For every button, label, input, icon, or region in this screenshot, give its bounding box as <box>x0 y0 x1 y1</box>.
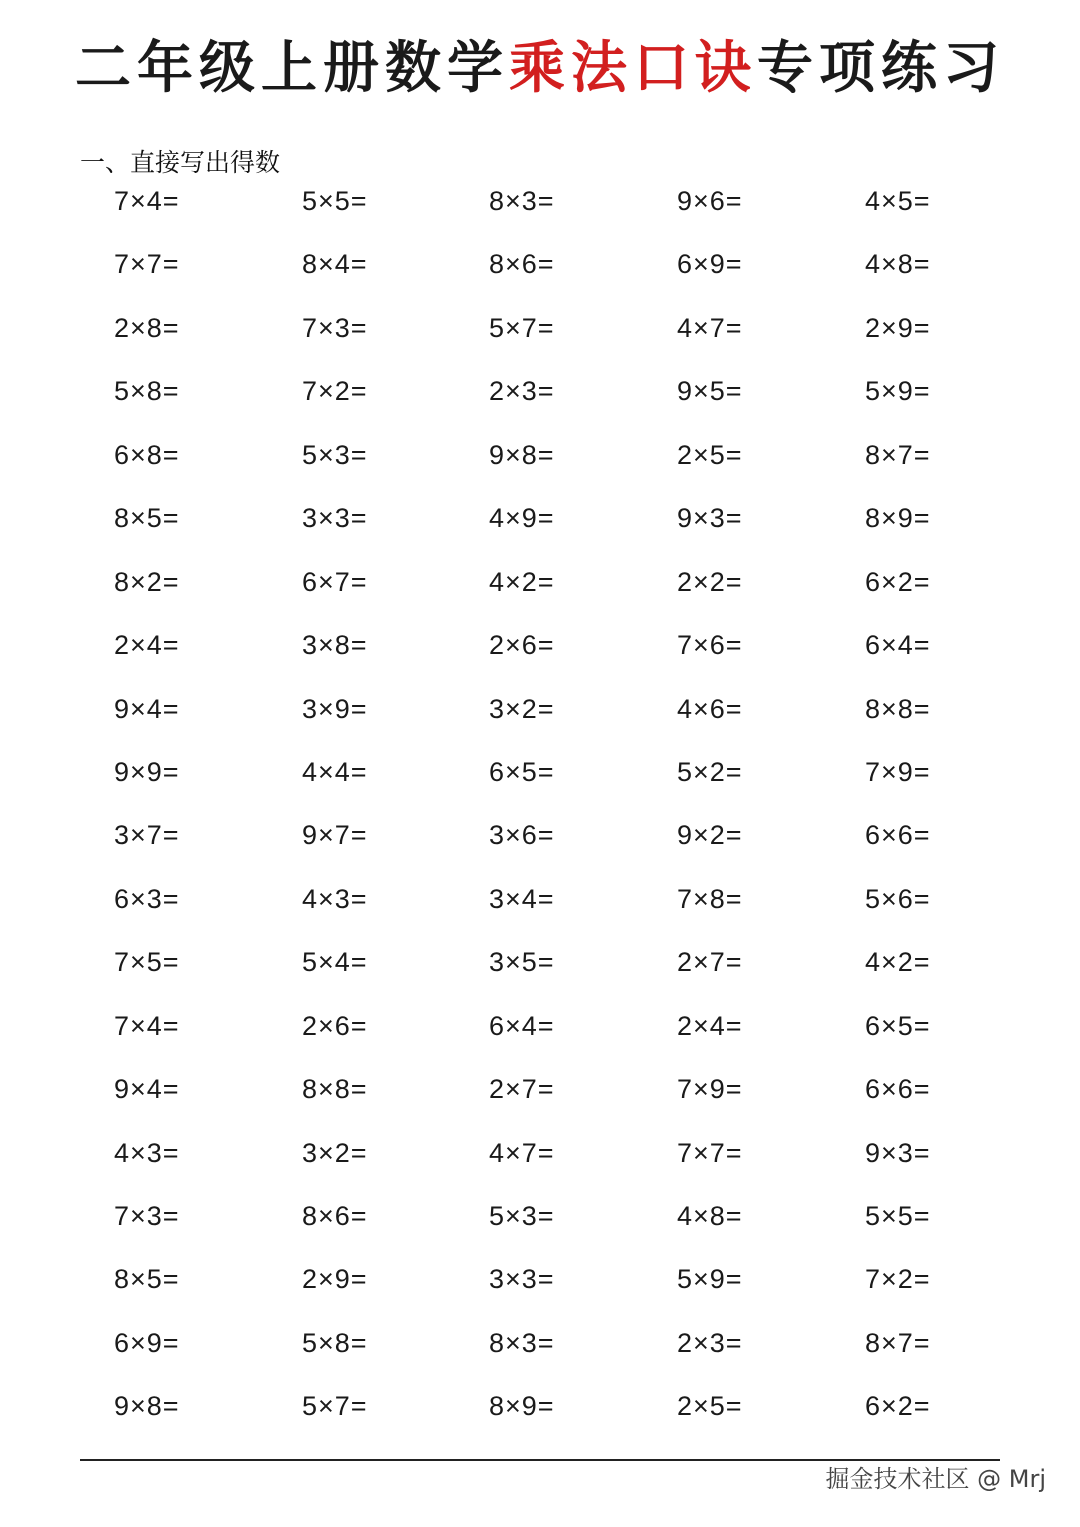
problem-row <box>0 614 1080 677</box>
problem-item: 4×5= <box>865 186 931 216</box>
problem-row <box>0 424 1080 487</box>
problem-item: 8×3= <box>489 1327 555 1358</box>
problem-item: 9×8= <box>489 439 555 470</box>
problem-item: 3×3= <box>302 503 368 534</box>
watermark: 掘金技术社区 @ Mrj <box>825 1465 1046 1493</box>
problem-item: 8×6= <box>489 249 555 280</box>
problem-row <box>0 297 1080 360</box>
problem-item: 6×2= <box>865 566 931 597</box>
problem-item: 4×2= <box>865 947 931 978</box>
problem-row <box>0 741 1080 804</box>
problem-item: 2×7= <box>489 1074 555 1105</box>
problem-row <box>0 931 1080 994</box>
problem-item: 2×6= <box>489 630 555 661</box>
problem-item: 8×7= <box>865 1327 931 1358</box>
problem-item: 5×5= <box>302 186 368 216</box>
problem-item: 7×4= <box>114 1010 180 1041</box>
problem-item: 6×5= <box>489 756 555 787</box>
problem-row <box>0 1058 1080 1121</box>
problem-item: 9×6= <box>677 186 743 216</box>
problem-row <box>0 170 1080 233</box>
problem-item: 8×5= <box>114 1264 180 1295</box>
problem-item: 8×9= <box>489 1391 555 1422</box>
problem-item: 7×7= <box>677 1137 743 1168</box>
section-heading: 一、直接写出得数 <box>80 148 281 177</box>
problem-item: 5×7= <box>489 312 555 343</box>
problem-item: 7×7= <box>114 249 180 280</box>
problem-item: 5×3= <box>489 1201 555 1231</box>
problem-item: 7×3= <box>114 1201 180 1231</box>
problem-item: 7×9= <box>865 756 931 787</box>
problem-item: 7×6= <box>677 630 743 661</box>
problem-item: 2×9= <box>302 1264 368 1295</box>
problem-row <box>0 1248 1080 1311</box>
problem-item: 6×2= <box>865 1391 931 1422</box>
problem-item: 5×2= <box>677 756 743 787</box>
page-title <box>0 30 1080 106</box>
problem-item: 4×7= <box>677 312 743 343</box>
problem-item: 6×5= <box>865 1010 931 1041</box>
problem-row <box>0 868 1080 931</box>
problem-item: 5×3= <box>302 439 368 470</box>
problem-item: 7×2= <box>865 1264 931 1295</box>
problem-item: 8×2= <box>114 566 180 597</box>
problem-item: 6×9= <box>114 1327 180 1358</box>
title-part-3: 专项练习 <box>757 35 1005 101</box>
problem-item: 5×5= <box>865 1201 931 1231</box>
problem-item: 3×3= <box>489 1264 555 1295</box>
problem-item: 2×3= <box>489 376 555 407</box>
problem-item: 5×9= <box>865 376 931 407</box>
problem-item: 9×3= <box>677 503 743 534</box>
problem-item: 9×3= <box>865 1137 931 1168</box>
problem-item: 9×8= <box>114 1391 180 1422</box>
problem-item: 5×4= <box>302 947 368 978</box>
problem-item: 6×8= <box>114 439 180 470</box>
problem-item: 5×8= <box>114 376 180 407</box>
problem-item: 4×8= <box>865 249 931 280</box>
problem-row <box>0 804 1080 867</box>
problem-item: 5×8= <box>302 1327 368 1358</box>
problem-row <box>0 995 1080 1058</box>
problem-item: 4×4= <box>302 756 368 787</box>
problem-item: 6×7= <box>302 566 368 597</box>
problem-item: 6×9= <box>677 249 743 280</box>
problem-item: 2×9= <box>865 312 931 343</box>
problem-row <box>0 1375 1080 1438</box>
problem-item: 8×4= <box>302 249 368 280</box>
problem-item: 2×2= <box>677 566 743 597</box>
footer-divider <box>80 1459 1000 1461</box>
problem-item: 2×4= <box>114 630 180 661</box>
problem-item: 6×3= <box>114 883 180 914</box>
problem-row <box>0 551 1080 614</box>
problem-item: 2×4= <box>677 1010 743 1041</box>
problem-item: 7×3= <box>302 312 368 343</box>
problem-item: 5×6= <box>865 883 931 914</box>
problem-item: 9×7= <box>302 820 368 851</box>
problem-item: 3×8= <box>302 630 368 661</box>
problem-item: 2×8= <box>114 312 180 343</box>
problem-row <box>0 1185 1080 1248</box>
problem-item: 3×2= <box>302 1137 368 1168</box>
problem-item: 8×5= <box>114 503 180 534</box>
problem-item: 7×9= <box>677 1074 743 1105</box>
problem-item: 8×9= <box>865 503 931 534</box>
problem-row <box>0 360 1080 423</box>
problem-row <box>0 1312 1080 1375</box>
problem-item: 3×9= <box>302 693 368 724</box>
problem-item: 7×2= <box>302 376 368 407</box>
problem-row <box>0 233 1080 296</box>
title-part-1: 二年级上册数学 <box>75 35 509 101</box>
problem-item: 4×9= <box>489 503 555 534</box>
problem-item: 6×6= <box>865 1074 931 1105</box>
problem-item: 9×4= <box>114 1074 180 1105</box>
problem-item: 9×9= <box>114 756 180 787</box>
problem-item: 8×6= <box>302 1201 368 1231</box>
problem-item: 2×5= <box>677 439 743 470</box>
problem-item: 4×7= <box>489 1137 555 1168</box>
problem-row <box>0 487 1080 550</box>
problem-item: 6×4= <box>865 630 931 661</box>
problem-item: 5×7= <box>302 1391 368 1422</box>
problem-item: 8×8= <box>302 1074 368 1105</box>
problem-item: 9×4= <box>114 693 180 724</box>
problem-item: 2×7= <box>677 947 743 978</box>
problem-item: 3×5= <box>489 947 555 978</box>
problem-item: 7×5= <box>114 947 180 978</box>
problem-item: 8×7= <box>865 439 931 470</box>
problem-item: 2×5= <box>677 1391 743 1422</box>
problem-item: 6×4= <box>489 1010 555 1041</box>
problem-item: 4×6= <box>677 693 743 724</box>
problem-item: 4×3= <box>302 883 368 914</box>
problem-item: 3×2= <box>489 693 555 724</box>
problem-item: 8×8= <box>865 693 931 724</box>
problem-item: 8×3= <box>489 186 555 216</box>
problem-item: 7×8= <box>677 883 743 914</box>
problem-item: 9×5= <box>677 376 743 407</box>
problem-item: 7×4= <box>114 186 180 216</box>
problem-item: 5×9= <box>677 1264 743 1295</box>
problem-item: 4×3= <box>114 1137 180 1168</box>
problem-row <box>0 678 1080 741</box>
title-highlight: 乘法口诀 <box>509 35 757 101</box>
problem-item: 4×8= <box>677 1201 743 1231</box>
problem-item: 3×6= <box>489 820 555 851</box>
problem-item: 9×2= <box>677 820 743 851</box>
problem-item: 2×6= <box>302 1010 368 1041</box>
problem-item: 3×7= <box>114 820 180 851</box>
problem-item: 4×2= <box>489 566 555 597</box>
problem-item: 2×3= <box>677 1327 743 1358</box>
problem-grid <box>0 170 1080 1439</box>
problem-item: 6×6= <box>865 820 931 851</box>
problem-item: 3×4= <box>489 883 555 914</box>
problem-row <box>0 1122 1080 1185</box>
